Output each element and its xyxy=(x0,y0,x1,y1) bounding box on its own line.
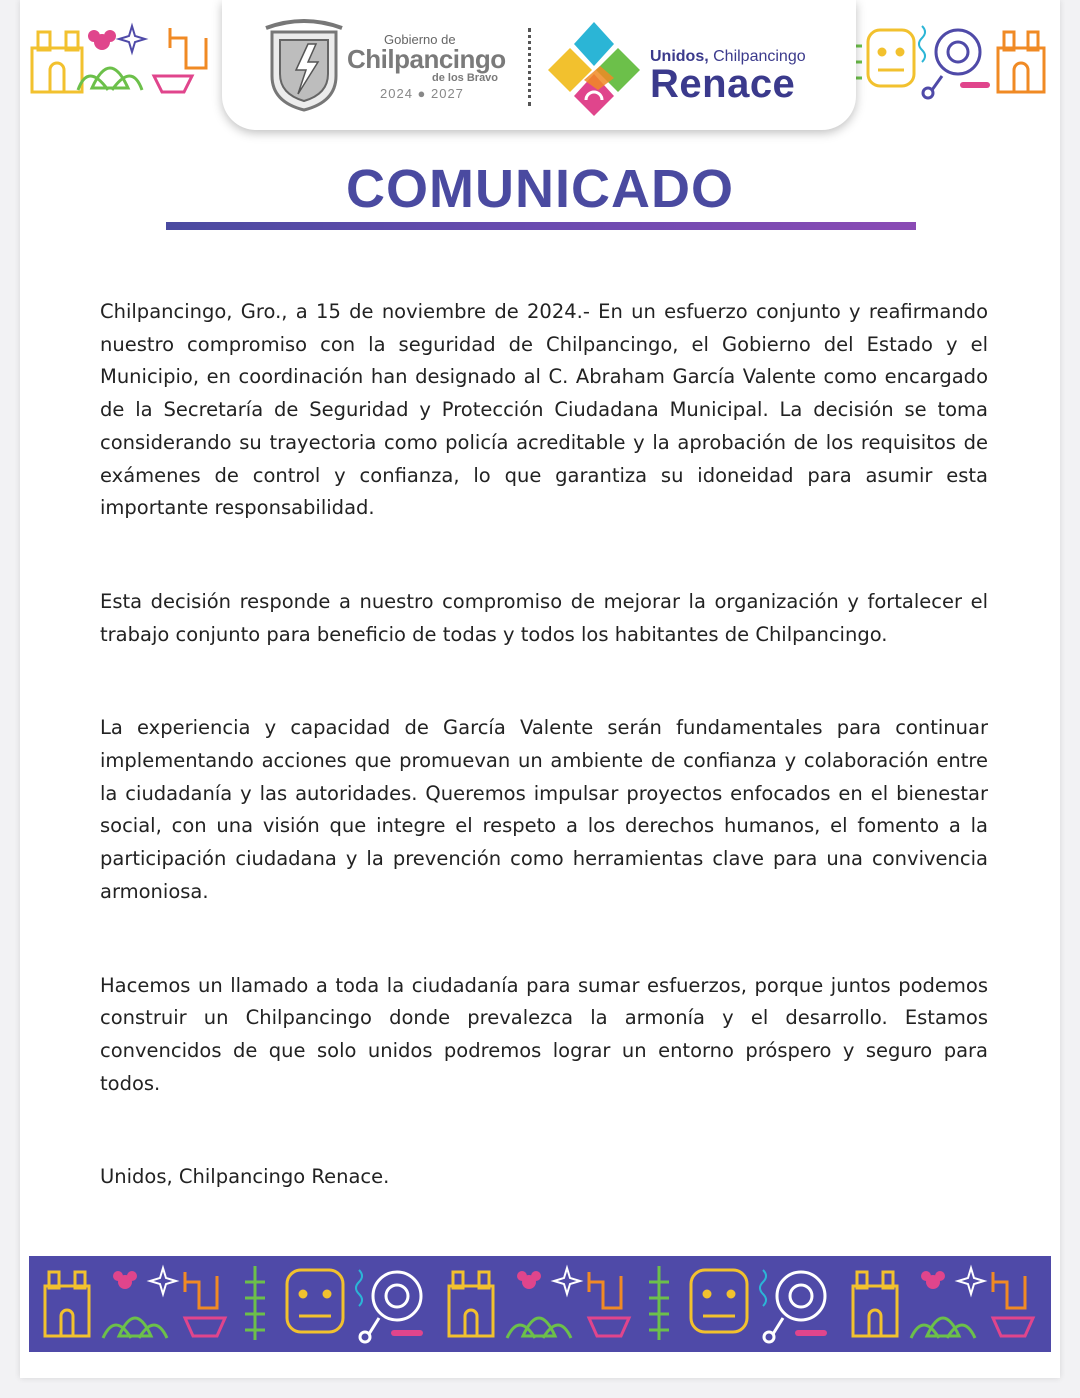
title-underline xyxy=(166,222,916,230)
body-paragraph: Hacemos un llamado a toda la ciudadanía para sumar esfuerzos, porque juntos podemos construir un Chilpancingo donde prevalezca la armonía y el desarrollo. Estamos convencidos de que solo unidos podremos lograr un entorno próspero y seguro para todos. xyxy=(100,973,988,1095)
document-body xyxy=(100,296,988,1194)
jaguar-mask-icon xyxy=(287,1270,343,1332)
sparkle-icon xyxy=(150,1268,176,1294)
flower-icon xyxy=(113,1271,137,1289)
bowl-icon xyxy=(185,1318,225,1336)
closing-line: Unidos, Chilpancingo Renace. xyxy=(100,1165,390,1189)
church-icon xyxy=(32,32,82,92)
jaguar-mask-icon xyxy=(868,30,914,86)
cactus-icon xyxy=(185,1272,217,1308)
church-icon xyxy=(998,32,1044,92)
lotus-icon xyxy=(103,1318,167,1338)
body-paragraph: La experiencia y capacidad de García Valente serán fundamentales para continuar implementando acciones que promuevan un ambiente de confianza y colaboración entre la ciudadanía y las autoridades. Queremos impulsar proyectos enfocados en el bienestar social, con una visión que integre el respeto a los derechos humanos, el fomento a la participación ciudadana y la prevención como herramientas clave para una convivencia armoniosa. xyxy=(100,716,988,903)
gov-title: Chilpancingo xyxy=(347,44,506,74)
brand-tagline-rest: Chilpancingo xyxy=(708,48,806,65)
gov-subtitle: de los Bravo xyxy=(432,72,499,84)
body-paragraph: Chilpancingo, Gro., a 15 de noviembre de 2024.- En un esfuerzo conjunto y reafirmando nuestro compromiso con la seguridad de Chilpancingo, el Gobierno del Estado y el Municipio, en coordinación han designado al C. Abraham García Valente como encargado de la Secretaría de Seguridad y Protección Ciudadana Municipal. La decisión se toma considerando su trayectoria como policía acreditable y la aprobación de los requisitos de exámenes de control y confianza, lo que garantiza su idoneidad para asumir esta importante responsabilidad. xyxy=(100,300,988,520)
header-logos xyxy=(222,0,856,130)
church-icon xyxy=(45,1272,89,1336)
brand-name: Renace xyxy=(650,62,796,106)
logo-divider xyxy=(528,28,531,106)
document-title: COMUNICADO xyxy=(346,159,734,219)
body-paragraph: Esta decisión responde a nuestro compromiso de mejorar la organización y fortalecer el trabajo conjunto para beneficio de todas y todos los habitantes de Chilpancingo. xyxy=(100,589,988,646)
municipal-crest-icon xyxy=(262,18,346,114)
lotus-icon xyxy=(78,68,142,90)
bowl-icon xyxy=(154,76,192,92)
document-page xyxy=(20,0,1060,1378)
gov-years: 2024 ● 2027 xyxy=(380,86,464,101)
brand-tagline-bold: Unidos, xyxy=(650,48,709,65)
flower-icon xyxy=(88,30,116,50)
cactus-icon xyxy=(170,28,206,68)
bottom-decoration xyxy=(29,1256,1051,1352)
sparkle-icon xyxy=(119,26,145,52)
renace-logo-icon xyxy=(544,18,644,118)
bottom-decoration-band xyxy=(29,1256,1051,1352)
gov-small-label: Gobierno de xyxy=(384,32,456,47)
